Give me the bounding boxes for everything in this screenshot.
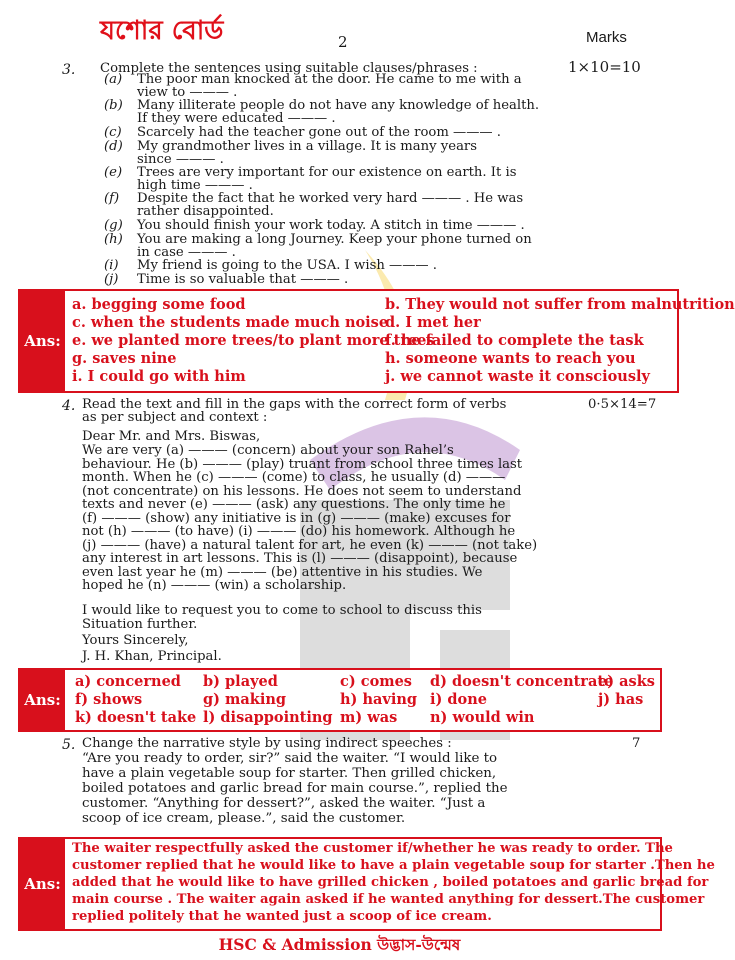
q5-marks: 7 <box>632 736 641 751</box>
q3-item-label: (f) <box>104 191 120 206</box>
letter-closing-2: Situation further. <box>82 617 198 632</box>
letter-line: any interest in art lessons. This is (l) ——— (disappoint), because <box>82 551 518 566</box>
letter-line: (not concentrate) on his lessons. He does not seem to understand <box>82 483 522 499</box>
q5-number: 5. <box>62 737 76 753</box>
answer-item: l) disappointing <box>203 709 333 726</box>
answer-item: d) doesn't concentrate <box>430 673 614 690</box>
answer-item: e) asks <box>598 673 655 690</box>
q5-line: scoop of ice cream, please.”, said the customer. <box>82 811 406 826</box>
letter-line: behaviour. He (b) ——— (play) truant from school three times last <box>82 456 523 472</box>
q3-item-label: (b) <box>104 98 123 113</box>
answer-item: n) would win <box>430 709 535 726</box>
answer-tag: Ans: <box>20 670 65 730</box>
q3-item-text: You are making a long Journey. Keep your phone turned on <box>137 232 532 247</box>
letter-signature: J. H. Khan, Principal. <box>82 649 222 664</box>
footer-brand: HSC & Admission উদ্ভাস-উন্মেষ <box>218 935 461 954</box>
q3-item-label: (d) <box>104 139 123 154</box>
answer-line: The waiter respectfully asked the customer if/whether he was ready to order. The <box>72 841 673 856</box>
letter-line: even last year he (m) ——— (be) attentive in his studies. We <box>82 564 483 580</box>
q3-item-label: (e) <box>104 165 123 180</box>
q3-item-text: Trees are very important for our existence on earth. It is <box>137 165 517 180</box>
answer-item: j) has <box>598 691 644 708</box>
q4-marks: 0·5×14=7 <box>588 397 657 412</box>
q3-item-text: Scarcely had the teacher gone out of the room ——— . <box>137 125 501 140</box>
q3-item-label: (a) <box>104 72 123 87</box>
q3-marks: 1×10=10 <box>568 58 641 76</box>
answer-g: g. saves nine <box>72 350 177 367</box>
q5-line: boiled potatoes and garlic bread for main course.”, replied the <box>82 781 508 796</box>
q5-instruction: Change the narrative style by using indirect speeches : <box>82 736 452 751</box>
answer-b: b. They would not suffer from malnutrition <box>385 296 735 313</box>
q5-line: have a plain vegetable soup for starter. Then grilled chicken, <box>82 766 497 781</box>
answer-box-q5 <box>18 837 715 931</box>
answer-line: replied politely that he wanted just a scoop of ice cream. <box>72 909 492 924</box>
q3-item-label: (h) <box>104 232 123 247</box>
q4-instruction-line-2: as per subject and context : <box>82 410 268 425</box>
letter-line: (j) ——— (have) a natural talent for art, he even (k) ——— (not take) <box>82 537 538 553</box>
q3-item-text: If they were educated ——— . <box>137 111 336 126</box>
q3-number: 3. <box>62 62 76 78</box>
answer-item: b) played <box>203 673 278 690</box>
q3-item-label: (c) <box>104 125 122 140</box>
q3-item-text: My grandmother lives in a village. It is many years <box>137 139 477 154</box>
q5-line: customer. “Anything for dessert?”, asked the waiter. “Just a <box>82 796 486 811</box>
letter-line: month. When he (c) ——— (come) to class, he usually (d) ——— <box>82 470 506 485</box>
letter-closing-3: Yours Sincerely, <box>82 633 189 648</box>
answer-item: i) done <box>430 691 487 708</box>
q3-item-text: high time ——— . <box>137 178 253 193</box>
answer-item: m) was <box>340 709 398 726</box>
q3-item-text: in case ——— . <box>137 245 236 260</box>
letter-line: not (h) ——— (to have) (i) ——— (do) his homework. Although he <box>82 524 516 539</box>
answer-c: c. when the students made much noise <box>72 314 389 331</box>
q3-item-label: (g) <box>104 218 123 233</box>
q3-item-text: My friend is going to the USA. I wish ——— . <box>137 258 437 273</box>
q3-item-label: (i) <box>104 258 119 273</box>
board-title: যশোর বোর্ড <box>100 16 224 46</box>
letter-closing-1: I would like to request you to come to school to discuss this <box>82 603 482 618</box>
q3-item-text: The poor man knocked at the door. He came to me with a <box>137 72 522 87</box>
answer-item: h) having <box>340 691 418 708</box>
q4-instruction-line-1: Read the text and fill in the gaps with the correct form of verbs <box>82 397 507 412</box>
q3-item-text: view to ——— . <box>137 85 238 100</box>
answer-line: added that he would like to have grilled chicken , boiled potatoes and garlic bread for <box>72 875 709 890</box>
answer-item: g) making <box>203 691 287 708</box>
q3-item-text: since ——— . <box>137 152 224 167</box>
letter-line: texts and never (e) ——— (ask) any questions. The only time he <box>82 497 506 512</box>
q3-item-text: Time is so valuable that ——— . <box>137 272 349 287</box>
q3-item-label: (j) <box>104 272 119 287</box>
letter-greeting: Dear Mr. and Mrs. Biswas, <box>82 429 261 444</box>
q3-item-text: You should finish your work today. A stitch in time ——— . <box>137 218 525 233</box>
answer-item: f) shows <box>75 691 143 708</box>
answer-item: k) doesn't take <box>75 709 197 726</box>
letter-line: We are very (a) ——— (concern) about your son Rahel’s <box>82 443 454 458</box>
q3-instruction: Complete the sentences using suitable clauses/phrases : <box>100 61 478 76</box>
answer-a: a. begging some food <box>72 296 246 313</box>
answer-e: e. we planted more trees/to plant more trees <box>72 332 435 349</box>
answer-box-q3 <box>18 289 735 393</box>
answer-h: h. someone wants to reach you <box>385 350 636 367</box>
answer-i: i. I could go with him <box>72 368 246 385</box>
answer-tag: Ans: <box>20 291 65 391</box>
answer-item: a) concerned <box>75 673 181 690</box>
q3-item-text: rather disappointed. <box>137 204 274 219</box>
answer-j: j. we cannot waste it consciously <box>385 368 650 385</box>
marks-label: Marks <box>586 29 627 46</box>
q3-item-text: Many illiterate people do not have any knowledge of health. <box>137 98 540 113</box>
answer-d: d. I met her <box>385 314 481 331</box>
answer-box-q4 <box>18 668 662 732</box>
answer-tag: Ans: <box>20 839 65 929</box>
answer-line: customer replied that he would like to have a plain vegetable soup for starter .Then he <box>72 858 715 873</box>
q4-number: 4. <box>62 398 76 414</box>
answer-item: c) comes <box>340 673 412 690</box>
letter-line: hoped he (n) ——— (win) a scholarship. <box>82 578 347 593</box>
letter-line: (f) ——— (show) any initiative is in (g) ——— (make) excuses for <box>82 510 511 526</box>
answer-f: f. he failed to complete the task <box>385 332 644 349</box>
answer-line: main course . The waiter again asked if he wanted anything for dessert.The customer <box>72 892 705 907</box>
q3-item-text: Despite the fact that he worked very hard ——— . He was <box>137 191 524 206</box>
q5-line: “Are you ready to order, sir?” said the waiter. “I would like to <box>82 751 498 766</box>
page-number: 2 <box>338 33 348 51</box>
